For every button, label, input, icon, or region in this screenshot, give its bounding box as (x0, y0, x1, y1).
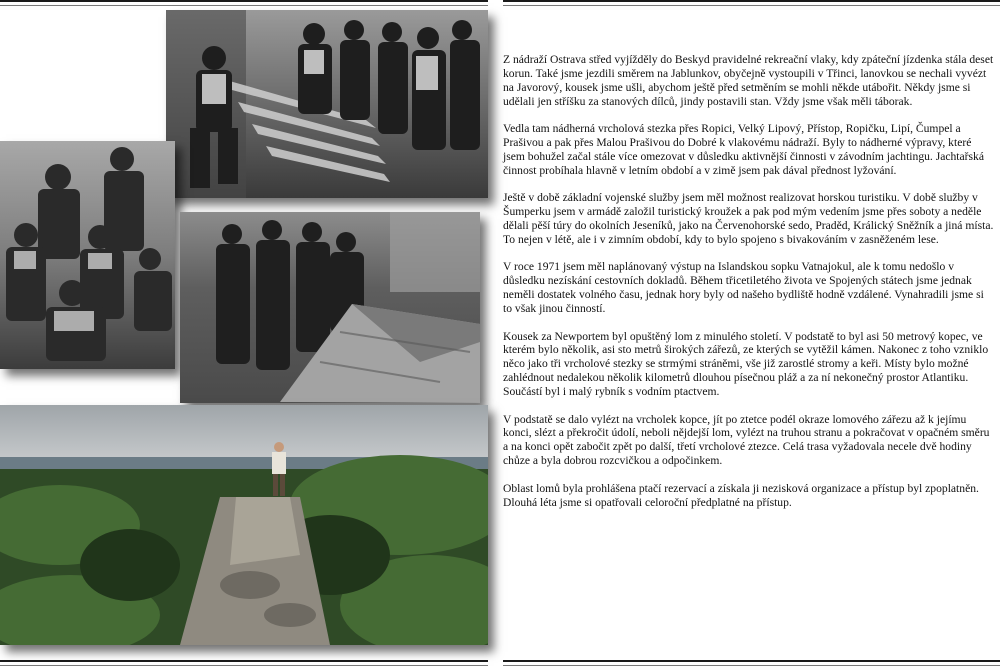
photo-soldiers-group (0, 141, 175, 369)
top-rule-right (503, 0, 1000, 2)
article-text (503, 53, 995, 523)
photo-hikers-on-steps (166, 10, 488, 198)
photo-quarry-ridge (0, 405, 488, 645)
top-rule-left (0, 0, 488, 2)
photo-soldiers-tent (180, 212, 480, 403)
bottom-rule-left-thin (0, 665, 488, 666)
bottom-rule-left (0, 660, 488, 662)
top-rule-left-thin (0, 5, 488, 6)
paragraph: Oblast lomů byla prohlášena ptačí rezervací a získala ji nezisková organizace a přístup byl zpoplatněn. Dlouhá léta jsme si opatřovali celoroční předplatné na přístup. (503, 481, 979, 509)
paragraph: Kousek za Newportem byl opuštěný lom z minulého století. V podstatě to byl asi 50 metrový kopec, ve kterém bylo několik, asi sto metrů širokých zářezů, ze kterých se vytěžil kámen. Nakonec z toho vzniklo něco jako tři vrcholové stezky se strmými stráněmi, vše již zarostlé stromy a keři. Místy bylo možné zahlédnout nedalekou několik kilometrů dlouhou písečnou pláž a za ní nekonečný prostor Atlantiku. Součástí byl i malý rybník s vodním ptactvem. (503, 329, 989, 399)
top-rule-right-thin (503, 5, 1000, 6)
paragraph: Z nádraží Ostrava střed vyjížděly do Beskyd pravidelné rekreační vlaky, kdy zpáteční jízdenka stála deset korun. Také jsme jezdili směrem na Jablunkov, obyčejně vystoupili v Třinci, lanovkou se nechali vyvézt na Javorový, kousek jsme ušli, abychom ještě před setměním se mohli někde utábořit. Někdy jsme si udělali jen stříšku za stanových dílců, jindy postavili stan. Vždy jsme však měli táborak. (503, 53, 994, 108)
paragraph: V podstatě se dalo vylézt na vrcholek kopce, jít po ztetce podél okraze lomového zářezu až k jejímu konci, slézt a překročit údolí, neboli nějdejší lom, vylézt na truhou stranu a pokračovat v opačném směru a na konci opět zabočit zpět po další, třetí vrcholové ztezce. Celá trasa vyžadovala necele dvě hodiny chůze a byla dobrou rozcvičkou a odpočinkem. (503, 412, 990, 468)
paragraph: Vedla tam nádherná vrcholová stezka přes Ropici, Velký Lipový, Přístop, Ropičku, Lipí, Čumpel a Prašivou a pak přes Malou Prašivou do Dobré k vlakovému nádraží. Byly to nádherné výpravy, které jsem bohužel začal stále více omezovat v důsledku aktivnější činnosti v závodním jachtingu. Jachtařská činnost probíhala hlavně v letním období a v zimě jsem pak dával přednost lyžování. (503, 122, 984, 177)
bottom-rule-right (503, 660, 1000, 662)
paragraph: V roce 1971 jsem měl naplánovaný výstup na Islandskou sopku Vatnajokul, ale k tomu nedošlo v důsledku nezískání cestovních dokladů. Během třicetiletého života ve Spojených státech jsme jednak neměli dostatek volného času, jednak hory byly od našeho bydliště hodně vzdálené. Vynahradili jsme si to však jinou činností. (503, 260, 984, 316)
bottom-rule-right-thin (503, 665, 1000, 666)
paragraph: Ještě v době základní vojenské služby jsem měl možnost realizovat horskou turistiku. V době služby v Šumperku jsem v armádě založil turistický kroužek a pak pod mým vedením jsme přes soboty a neděle dělali pěší túry do okolních Jeseníků, jako na Červenohorské sedo, Praděd, Králický Sněžník a jiná místa. To nejen v létě, ale i v zimním období, kdy to bylo spojeno s bivakováním v zasněženém lese. (503, 191, 994, 246)
